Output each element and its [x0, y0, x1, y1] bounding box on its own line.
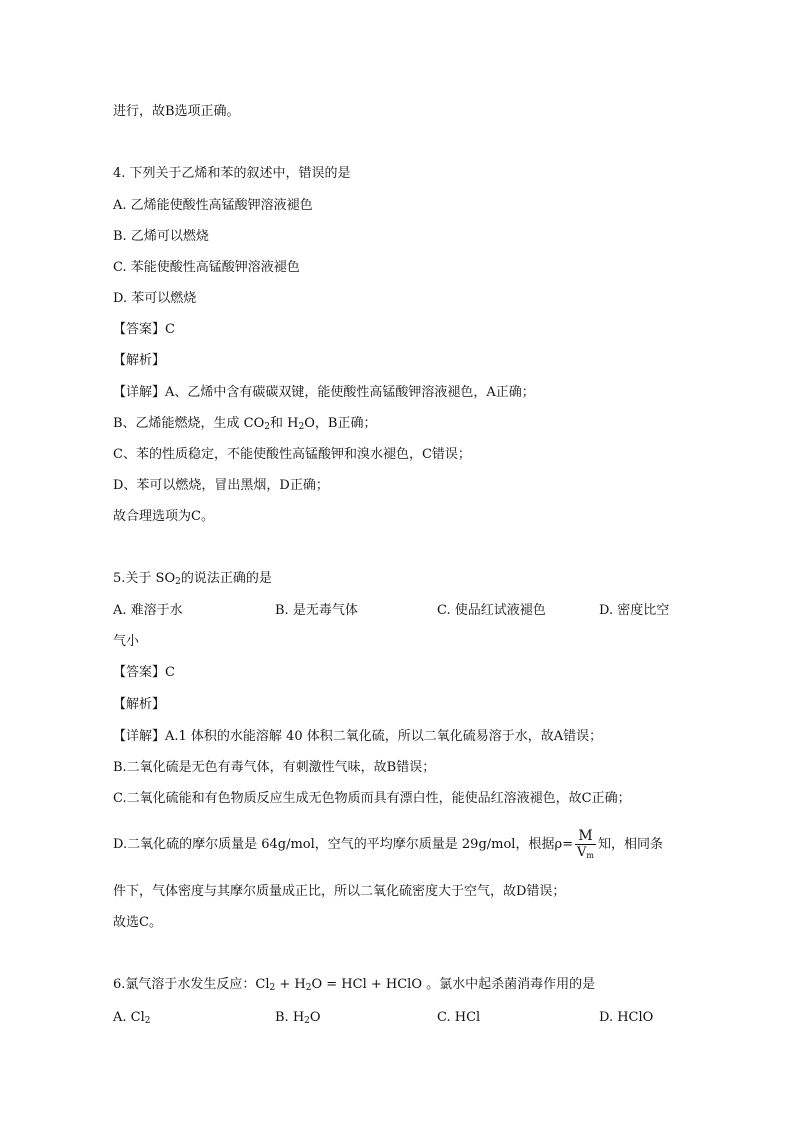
- q5-option-a: A. 难溶于水: [113, 603, 183, 618]
- q5-detail-b: B.二氧化硫是无色有毒气体，有刺激性气味，故B错误；: [113, 760, 436, 775]
- q4-conclusion: 故合理选项为C。: [113, 509, 214, 524]
- q5-option-d: D. 密度比空: [599, 603, 670, 618]
- q5-option-b: B. 是无毒气体: [275, 603, 358, 618]
- q4-option-c: C. 苯能使酸性高锰酸钾溶液褪色: [113, 260, 300, 275]
- q4-answer: 【答案】C: [113, 322, 175, 337]
- q6-option-c: C. HCl: [437, 1010, 481, 1025]
- q5-analysis-heading: 【解析】: [113, 697, 166, 712]
- q4-option-b: B. 乙烯可以燃烧: [113, 229, 209, 244]
- q4-option-d: D. 苯可以燃烧: [113, 291, 197, 306]
- q4-detail-d: D、苯可以燃烧，冒出黑烟，D正确；: [113, 478, 329, 493]
- q4-detail-c: C、苯的性质稳定，不能使酸性高锰酸钾和溴水褪色，C错误；: [113, 447, 471, 462]
- q6-stem: 6.氯气溶于水发生反应：$Cl_2 + H_2O$ = HCl + HClO 。氯水中起杀菌消毒作用的是: [113, 977, 596, 993]
- q4-analysis-heading: 【解析】: [113, 353, 166, 368]
- q4-option-a: A. 乙烯能使酸性高锰酸钾溶液褪色: [113, 198, 313, 213]
- q5-stem: 5.关于 $SO_2$的说法正确的是: [113, 571, 272, 587]
- q5-conclusion: 故选C。: [113, 915, 162, 930]
- q6-option-d: D. HClO: [599, 1010, 654, 1025]
- intro-line: 进行，故B选项正确。: [113, 104, 240, 119]
- q5-answer: 【答案】C: [113, 665, 175, 680]
- q4-detail-b: B、乙烯能燃烧，生成 $CO_2$和 $H_2O$，B正确；: [113, 416, 377, 432]
- q6-option-a: A. $Cl_2$: [113, 1010, 151, 1026]
- q5-detail-d: D.二氧化硫的摩尔质量是 64g/mol，空气的平均摩尔质量是 29g/mol，根据ρ= $\frac{M}{V_m}$ 知，相同条: [113, 828, 664, 860]
- q6-option-b: B. $H_2O$: [275, 1010, 321, 1026]
- q5-detail-a: 【详解】A.1 体积的水能溶解 40 体积二氧化硫，所以二氧化硫易溶于水，故A错误；: [113, 729, 603, 744]
- q5-detail-d-continued: 件下，气体密度与其摩尔质量成正比，所以二氧化硫密度大于空气，故D错误；: [113, 884, 566, 899]
- q5-option-wrap: 气小: [113, 634, 140, 649]
- q5-option-c: C. 使品红试液褪色: [437, 603, 546, 618]
- density-formula-fraction: $\frac{M}{V_m}$: [577, 828, 594, 860]
- q5-detail-c: C.二氧化硫能和有色物质反应生成无色物质而具有漂白性，能使品红溶液褪色，故C正确；: [113, 791, 631, 806]
- q4-stem: 4. 下列关于乙烯和苯的叙述中，错误的是: [113, 166, 351, 181]
- q4-detail-a: 【详解】A、乙烯中含有碳碳双键，能使酸性高锰酸钾溶液褪色，A正确；: [113, 385, 535, 400]
